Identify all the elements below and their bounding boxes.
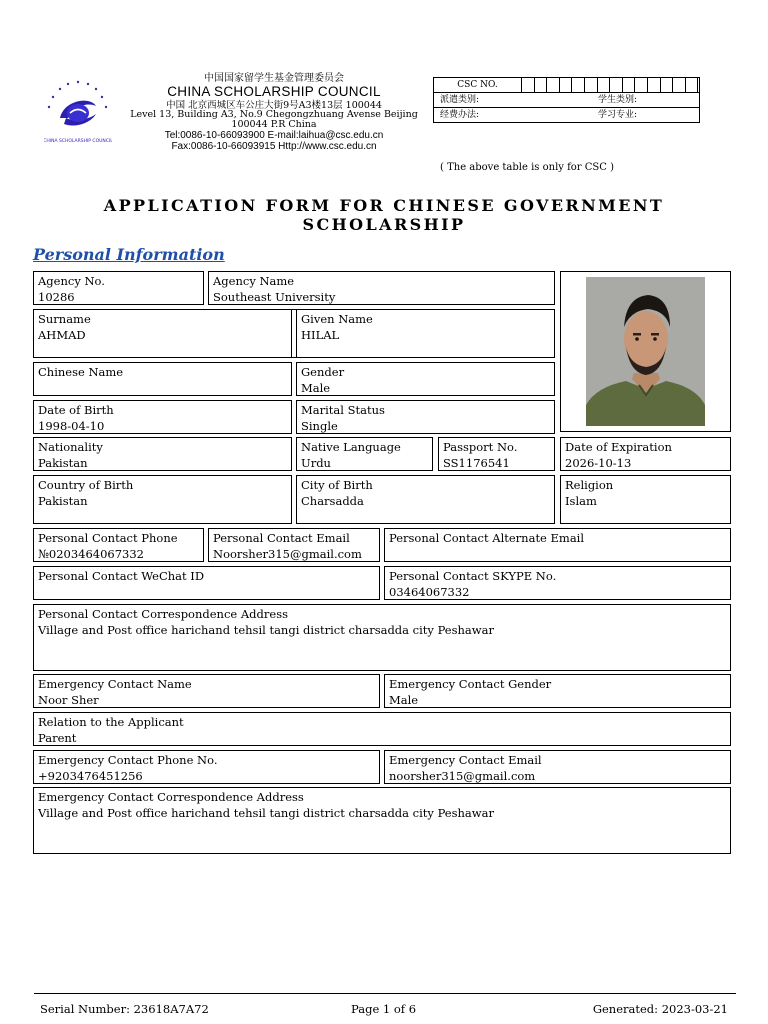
csc-no-box xyxy=(661,78,674,92)
field-value: 10286 xyxy=(38,290,75,304)
field-emergency-name xyxy=(33,674,380,708)
field-value: Pakistan xyxy=(38,456,88,470)
csc-no-row xyxy=(434,78,699,92)
field-value: 1998-04-10 xyxy=(38,419,105,433)
field-label: Personal Contact Alternate Email xyxy=(389,531,585,545)
field-value: Noor Sher xyxy=(38,693,99,707)
field-label: Emergency Contact Email xyxy=(389,753,542,767)
page-number: Page 1 of 6 xyxy=(351,1002,417,1016)
csc-no-box xyxy=(673,78,686,92)
field-date-of-birth xyxy=(33,400,292,434)
field-value: Village and Post office harichand tehsil tangi district charsadda city Peshawar xyxy=(38,623,494,637)
field-label: Personal Contact Correspondence Address xyxy=(38,607,288,621)
dispatch-label: 派遣类别: xyxy=(440,95,480,105)
csc-no-box xyxy=(648,78,661,92)
student-type-label: 学生类别: xyxy=(598,95,638,105)
csc-funding-row xyxy=(434,107,699,122)
field-label: Emergency Contact Phone No. xyxy=(38,753,218,767)
field-label: Marital Status xyxy=(301,403,385,417)
field-marital-status xyxy=(296,400,555,434)
csc-no-box xyxy=(522,78,535,92)
field-emergency-phone xyxy=(33,750,380,784)
field-skype-no xyxy=(384,566,731,600)
csc-no-box xyxy=(698,78,699,92)
csc-no-box xyxy=(623,78,636,92)
field-label: Emergency Contact Correspondence Address xyxy=(38,790,304,804)
contact-tel-email: Tel:0086-10-66093900 E-mail:laihua@csc.edu.cn xyxy=(164,130,384,142)
organization-block xyxy=(118,74,430,152)
field-value: Pakistan xyxy=(38,494,88,508)
org-name-en: CHINA SCHOLARSHIP COUNCIL xyxy=(167,84,381,99)
csc-no-box xyxy=(686,78,699,92)
field-value: Southeast University xyxy=(213,290,336,304)
logo-ring-text: CHINA SCHOLARSHIP COUNCIL xyxy=(44,139,112,144)
field-religion xyxy=(560,475,731,524)
field-wechat-id xyxy=(33,566,380,600)
field-value: Parent xyxy=(38,731,77,745)
address-cn: 中国 北京西城区车公庄大街9号A3楼13层 100044 xyxy=(166,99,382,111)
field-nationality xyxy=(33,437,292,471)
field-label: Country of Birth xyxy=(38,478,134,492)
field-value: AHMAD xyxy=(38,328,86,342)
field-agency-no xyxy=(33,271,204,305)
field-value: 03464067332 xyxy=(389,585,470,599)
field-label: Chinese Name xyxy=(38,365,124,379)
field-label: Personal Contact WeChat ID xyxy=(38,569,205,583)
csc-table-note: ( The above table is only for CSC ) xyxy=(440,162,615,173)
field-value: Male xyxy=(389,693,419,707)
applicant-photo xyxy=(586,277,705,426)
field-label: Surname xyxy=(38,312,91,326)
form-title-line-1: APPLICATION FORM FOR CHINESE GOVERNMENT xyxy=(103,196,665,215)
field-emergency-address xyxy=(33,787,731,854)
field-label: Personal Contact Phone xyxy=(38,531,178,545)
csc-office-table xyxy=(433,77,700,123)
field-label: Personal Contact SKYPE No. xyxy=(389,569,557,583)
field-label: Date of Expiration xyxy=(565,440,672,454)
field-value: Urdu xyxy=(301,456,331,470)
field-gender xyxy=(296,362,555,396)
contact-fax-web: Fax:0086-10-66093915 Http://www.csc.edu.cn xyxy=(171,141,377,153)
field-chinese-name xyxy=(33,362,292,396)
field-value: HILAL xyxy=(301,328,340,342)
field-value: Village and Post office harichand tehsil tangi district charsadda city Peshawar xyxy=(38,806,494,820)
csc-no-box xyxy=(598,78,611,92)
field-emergency-email xyxy=(384,750,731,784)
csc-no-box xyxy=(572,78,585,92)
form-title xyxy=(0,196,768,234)
field-label: Emergency Contact Gender xyxy=(389,677,552,691)
field-value: SS1176541 xyxy=(443,456,510,470)
field-label: Religion xyxy=(565,478,614,492)
csc-no-label: CSC NO. xyxy=(434,78,522,92)
field-personal-email xyxy=(208,528,380,562)
form-title-line-2: SCHOLARSHIP xyxy=(302,215,466,234)
field-relation xyxy=(33,712,731,746)
csc-logo-icon xyxy=(44,78,112,146)
surname-box-border xyxy=(33,309,292,358)
major-label: 学习专业: xyxy=(598,110,638,120)
csc-no-box xyxy=(560,78,573,92)
field-value: Male xyxy=(301,381,331,395)
org-name-cn: 中国国家留学生基金管理委员会 xyxy=(204,73,344,84)
field-value: №0203464067332 xyxy=(38,547,144,561)
section-title: Personal Information xyxy=(33,245,225,264)
field-label: Date of Birth xyxy=(38,403,114,417)
csc-no-box xyxy=(635,78,648,92)
funding-label: 经费办法: xyxy=(440,110,480,120)
field-label: Personal Contact Email xyxy=(213,531,350,545)
field-value: Noorsher315@gmail.com xyxy=(213,547,362,561)
address-en-1: Level 13, Building A3, No.9 Chegongzhuang Avense Beijing xyxy=(130,109,418,121)
field-agency-name xyxy=(208,271,555,305)
csc-no-box xyxy=(585,78,598,92)
field-date-of-expiration xyxy=(560,437,731,471)
field-value: Single xyxy=(301,419,338,433)
field-correspondence-address xyxy=(33,604,731,671)
field-label: Relation to the Applicant xyxy=(38,715,184,729)
field-label: Nationality xyxy=(38,440,103,454)
field-city-of-birth xyxy=(296,475,555,524)
field-label: Gender xyxy=(301,365,345,379)
field-label: Given Name xyxy=(301,312,373,326)
address-en-2: 100044 P.R China xyxy=(231,119,317,131)
field-passport-no xyxy=(438,437,555,471)
field-value: 2026-10-13 xyxy=(565,456,632,470)
field-value: Charsadda xyxy=(301,494,364,508)
csc-no-box xyxy=(535,78,548,92)
serial-number: Serial Number: 23618A7A72 xyxy=(40,1002,209,1016)
field-label: Agency Name xyxy=(213,274,295,288)
csc-dispatch-row xyxy=(434,92,699,107)
field-personal-phone xyxy=(33,528,204,562)
field-country-of-birth xyxy=(33,475,292,524)
generated-date: Generated: 2023-03-21 xyxy=(592,1002,728,1016)
field-label: Emergency Contact Name xyxy=(38,677,192,691)
field-label: Native Language xyxy=(301,440,401,454)
field-label: City of Birth xyxy=(301,478,373,492)
field-label: Passport No. xyxy=(443,440,518,454)
footer-divider xyxy=(34,993,736,994)
csc-no-box xyxy=(547,78,560,92)
field-alternate-email xyxy=(384,528,731,562)
field-native-language xyxy=(296,437,433,471)
field-given-name xyxy=(296,309,555,358)
field-value: noorsher315@gmail.com xyxy=(389,769,536,783)
field-value: Islam xyxy=(565,494,597,508)
field-label: Agency No. xyxy=(38,274,105,288)
field-value: +9203476451256 xyxy=(38,769,143,783)
field-emergency-gender xyxy=(384,674,731,708)
csc-no-box xyxy=(610,78,623,92)
